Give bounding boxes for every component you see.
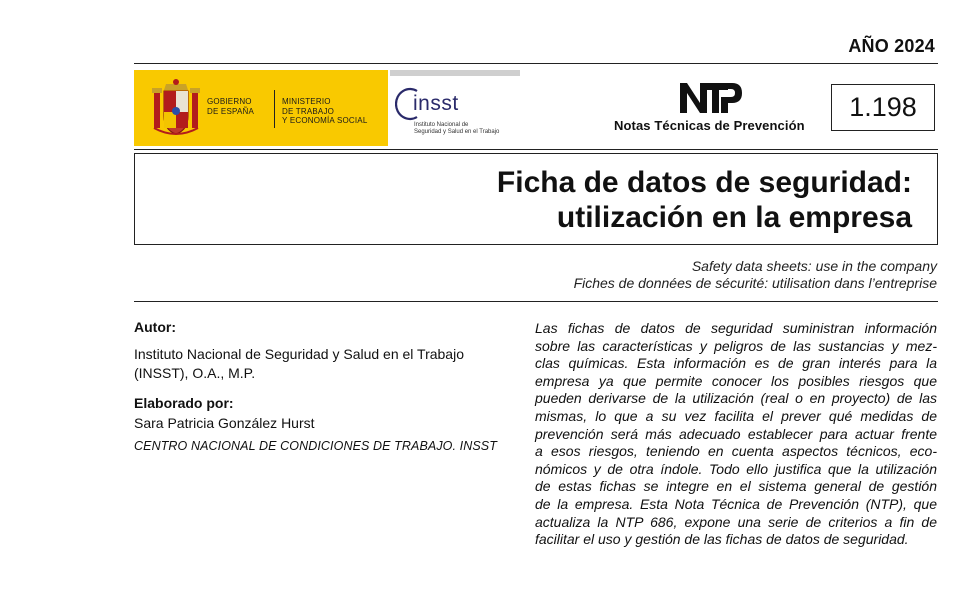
abstract-line: de la empresa. Esta Nota Técnica de Prevención (NTP), que — [535, 495, 937, 512]
gov-line2: DE ESPAÑA — [207, 106, 254, 116]
top-divider — [134, 63, 938, 64]
year-label: AÑO 2024 — [848, 36, 935, 56]
abstract-line: Las fichas de datos de seguridad suministran información — [535, 320, 937, 336]
abstract-line: empresa ya que permite conocer los posibles riesgos que — [535, 372, 937, 389]
insst-bar — [390, 70, 520, 76]
insst-sub-line1: Instituto Nacional de — [414, 122, 469, 128]
abstract-line: prevención será más adecuado establecer para actuar frente — [535, 425, 937, 442]
abstract-line: nómicos y de otra índole. Todo ello justifica que la utilización — [535, 460, 937, 477]
ntp-caption: Notas Técnicas de Prevención — [614, 118, 805, 133]
abstract-line: pueden derivarse de la utilización (real o en proyecto) de las — [535, 390, 937, 407]
abstract-line: de estas fichas se integre en el sistema general de gestión — [535, 478, 937, 495]
ministry-text — [282, 97, 368, 126]
government-text — [207, 97, 254, 116]
ministry-line2: DE TRABAJO — [282, 106, 335, 116]
elaborated-name: Sara Patricia González Hurst — [134, 415, 315, 431]
insst-subtitle — [414, 122, 499, 136]
author-line2: (INSST), O.A., M.P. — [134, 365, 256, 381]
page-title-line1: Ficha de datos de seguridad: — [496, 166, 912, 199]
abstract-line: a esos riesgos, teniendo en cuenta aspectos técnicos, eco- — [535, 443, 937, 460]
author-name — [134, 345, 514, 383]
ministry-line1: MINISTERIO — [282, 97, 331, 106]
section-divider — [134, 301, 938, 302]
ministry-line3: Y ECONOMÍA SOCIAL — [282, 116, 368, 125]
title-box — [134, 153, 938, 245]
abstract — [535, 320, 937, 549]
ntp-logo-icon — [678, 81, 744, 115]
title-french: Fiches de données de sécurité: utilisation dans l’entreprise — [573, 275, 937, 291]
abstract-line: sobre las características y peligros de las sustancias y mez- — [535, 337, 937, 354]
elaborated-center: CENTRO NACIONAL DE CONDICIONES DE TRABAJO. INSST — [134, 439, 497, 453]
gov-line1: GOBIERNO — [207, 97, 252, 106]
author-label: Autor: — [134, 319, 176, 335]
government-logo-block — [134, 70, 388, 146]
header-divider — [134, 149, 938, 150]
gov-divider — [274, 90, 275, 128]
author-line1: Instituto Nacional de Seguridad y Salud en el Trabajo — [134, 346, 464, 362]
insst-logo-text: insst — [413, 92, 459, 115]
elaborated-label: Elaborado por: — [134, 395, 234, 411]
page-title-line2: utilización en la empresa — [556, 201, 912, 234]
abstract-line: facilitar el uso y gestión de las fichas de datos de seguridad. — [535, 531, 909, 548]
abstract-line: clas químicas. Esta información es de gran interés para la — [535, 355, 937, 372]
ntp-number: 1.198 — [831, 84, 935, 131]
insst-sub-line2: Seguridad y Salud en el Trabajo — [414, 129, 500, 135]
insst-logo-block — [395, 82, 525, 142]
spain-coat-of-arms-icon — [148, 78, 204, 138]
abstract-line: mismas, lo que a su vez facilita el prever qué medidas de — [535, 407, 937, 424]
title-english: Safety data sheets: use in the company — [691, 258, 937, 274]
abstract-line: actualiza la NTP 686, expone una serie de criterios a fin de — [535, 513, 937, 530]
